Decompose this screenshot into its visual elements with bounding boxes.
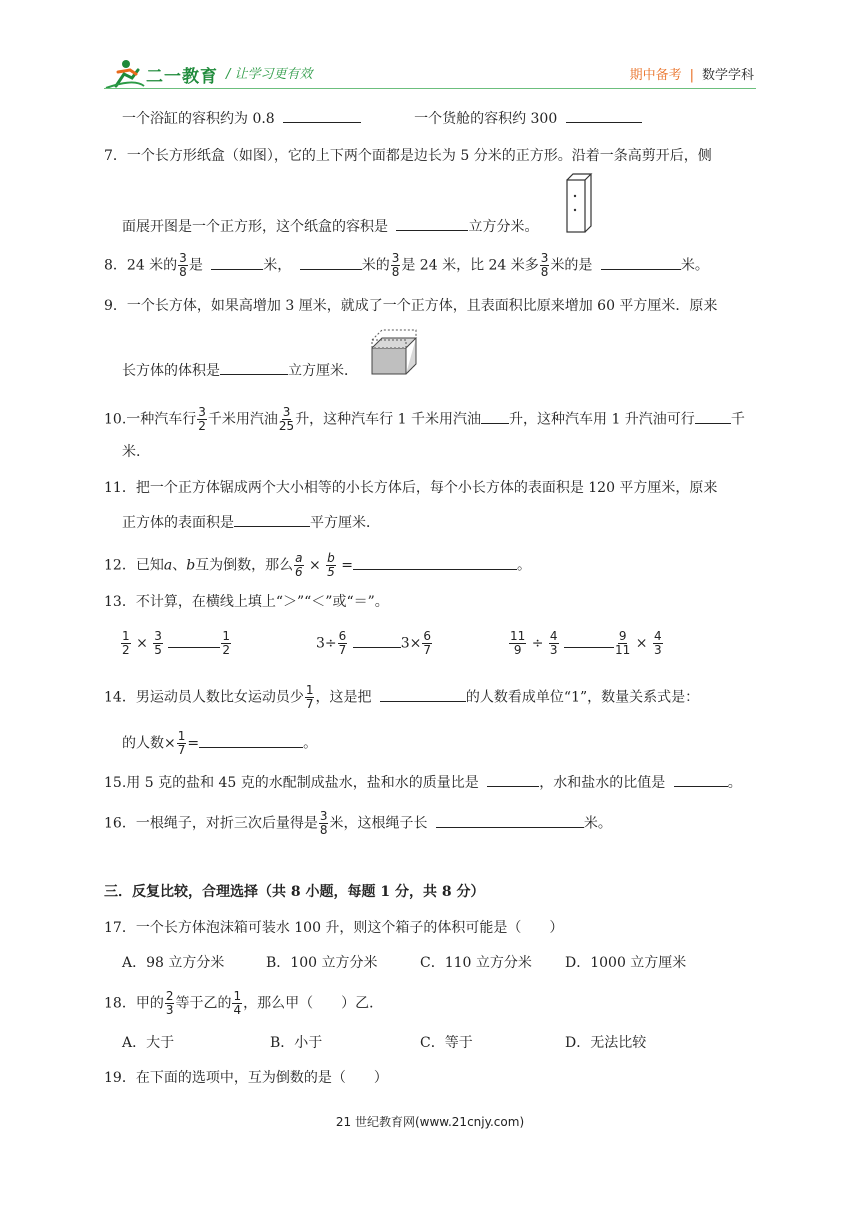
answer-blank[interactable] — [564, 633, 614, 648]
text: 平方厘米． — [310, 515, 380, 531]
answer-blank[interactable] — [601, 255, 681, 270]
answer-blank[interactable] — [211, 255, 263, 270]
text: ，这是把 — [315, 689, 372, 706]
question-8 — [104, 252, 709, 279]
answer-blank[interactable] — [283, 108, 361, 123]
option-18-a[interactable]: A．大于 — [122, 1035, 175, 1051]
text: 是 24 米，比 24 米多 — [401, 257, 539, 274]
text: 米。 — [583, 815, 612, 832]
answer-blank[interactable] — [168, 633, 220, 648]
text: 面展开图是一个正方形，这个纸盒的容积是 — [122, 219, 388, 235]
option-18-b[interactable]: B．小于 — [270, 1035, 323, 1051]
text: 互为倒数，那么 — [195, 557, 294, 574]
answer-blank[interactable] — [234, 512, 310, 527]
fraction: $\frac{4}{3}$ — [653, 629, 662, 657]
text: 立方分米。 — [468, 219, 539, 235]
text: 等于乙的 — [175, 995, 232, 1012]
answer-blank[interactable] — [695, 409, 731, 424]
text: 立方厘米． — [288, 363, 358, 379]
fraction: $\frac{b}{5}$ — [327, 551, 335, 579]
text: 3÷ — [316, 635, 337, 652]
fraction: $\frac{1}{2}$ — [122, 629, 130, 657]
option-17-a[interactable]: A．98 立方分米 — [122, 955, 225, 971]
compare-2 — [316, 630, 433, 657]
fraction: $\frac{3}{8}$ — [391, 251, 400, 279]
question-18 — [104, 990, 383, 1017]
fraction: $\frac{a}{6}$ — [295, 551, 303, 579]
text: 是 — [188, 257, 203, 274]
header-divider — [104, 88, 756, 89]
answer-blank[interactable] — [436, 813, 584, 828]
line-volumes — [122, 108, 642, 129]
compare-1 — [120, 630, 232, 657]
times-sign: × — [635, 635, 648, 652]
fraction: $\frac{1}{4}$ — [233, 989, 242, 1017]
question-10 — [104, 406, 745, 433]
fraction: $\frac{1}{7}$ — [177, 729, 186, 757]
text: 14．男运动员人数比女运动员少 — [104, 689, 304, 706]
text: 16．一根绳子，对折三次后量得是 — [104, 815, 318, 832]
text: 正方体的表面积是 — [122, 515, 234, 531]
option-17-b[interactable]: B．100 立方分米 — [266, 955, 378, 971]
option-18-c[interactable]: C．等于 — [420, 1035, 473, 1051]
slogan: / 让学习更有效 — [226, 67, 313, 82]
fraction: $\frac{3}{8}$ — [540, 251, 549, 279]
times-sign: × — [136, 635, 148, 652]
question-19 — [104, 1068, 388, 1088]
text: 米。 — [680, 257, 709, 274]
answer-blank[interactable] — [380, 687, 466, 702]
text: 的人数× — [122, 735, 176, 752]
question-11-cont — [122, 512, 380, 533]
text: 11．把一个正方体锯成两个大小相等的小长方体后，每个小长方体的表面积是 120 平方厘米，原来 — [104, 480, 718, 496]
answer-blank[interactable] — [353, 633, 401, 648]
text: 千 — [730, 411, 745, 428]
answer-blank[interactable] — [481, 409, 509, 424]
exam-tag: 期中备考 — [629, 68, 682, 83]
question-14 — [104, 684, 699, 711]
question-13 — [104, 592, 389, 612]
answer-blank[interactable] — [566, 108, 642, 123]
text: 9．一个长方体，如果高增加 3 厘米，就成了一个正方体，且表面积比原来增加 60 平方厘米．原来 — [104, 298, 718, 314]
text: 15.用 5 克的盐和 45 克的水配制成盐水，盐和水的质量比是 — [104, 775, 479, 791]
text: 12．已知 — [104, 557, 164, 574]
fraction: $\frac{1}{2}$ — [222, 629, 231, 657]
question-14-cont — [122, 730, 317, 757]
question-7 — [104, 146, 712, 166]
text: 米. — [122, 444, 141, 460]
answer-blank[interactable] — [487, 772, 539, 787]
fraction: $\frac{3}{2}$ — [198, 405, 206, 433]
text: 、 — [172, 557, 187, 574]
header-tags — [630, 64, 754, 83]
text: 8．24 米的 — [104, 257, 178, 274]
option-17-d[interactable]: D．1000 立方厘米 — [565, 955, 687, 971]
answer-blank[interactable] — [353, 555, 517, 570]
var-b: b — [186, 557, 196, 574]
text: 7．一个长方形纸盒（如图），它的上下两个面都是边长为 5 分米的正方形。沿着一条高剪开后，侧 — [104, 148, 712, 164]
text: 一个货舱的容积约 300 — [414, 111, 558, 127]
text: 一个浴缸的容积约为 0.8 — [122, 111, 275, 127]
fraction: $\frac{9}{11}$ — [615, 629, 631, 657]
answer-blank[interactable] — [220, 360, 288, 375]
fraction: $\frac{6}{7}$ — [423, 629, 432, 657]
text: 升，这种汽车用 1 升汽油可行 — [509, 411, 695, 428]
answer-blank[interactable] — [396, 216, 468, 231]
text: 长方体的体积是 — [122, 363, 220, 379]
fraction: $\frac{11}{9}$ — [510, 629, 526, 657]
answer-blank[interactable] — [199, 733, 303, 748]
tall-box-figure — [565, 172, 593, 234]
cuboid-figure — [370, 328, 420, 376]
question-17 — [104, 918, 563, 938]
option-18-d[interactable]: D．无法比较 — [565, 1035, 647, 1051]
text: 17．一个长方体泡沫箱可装水 100 升，则这个箱子的体积可能是（ ） — [104, 920, 564, 936]
text: 千米用汽油 — [207, 411, 278, 428]
question-7-cont — [122, 216, 538, 237]
equals-sign: = — [341, 557, 353, 574]
compare-3 — [508, 630, 664, 657]
question-15 — [104, 772, 742, 793]
fraction: $\frac{3}{8}$ — [179, 251, 187, 279]
section-3-heading — [104, 882, 484, 902]
question-9 — [104, 296, 717, 316]
fraction: $\frac{3}{5}$ — [154, 629, 162, 657]
fraction: $\frac{3}{25}$ — [278, 405, 295, 433]
question-12 — [104, 552, 531, 579]
question-16 — [104, 810, 612, 837]
question-11 — [104, 478, 717, 498]
text: 升，这种汽车行 1 千米用汽油 — [295, 411, 481, 428]
text: 的人数看成单位“1”，数量关系式是： — [465, 689, 700, 706]
page-footer: 21 世纪教育网(www.21cnjy.com) — [335, 1115, 525, 1129]
text: 米，这根绳子长 — [329, 815, 428, 832]
question-10-cont — [122, 442, 140, 462]
fraction: $\frac{2}{3}$ — [165, 989, 174, 1017]
text: 。 — [303, 735, 318, 752]
text: 。 — [516, 557, 531, 574]
header-separator: | — [689, 68, 694, 83]
divide-sign: ÷ — [531, 635, 544, 652]
text: 米， — [263, 257, 292, 274]
text: 三．反复比较，合理选择（共 8 小题，每题 1 分，共 8 分） — [104, 884, 485, 900]
text: 米的是 — [550, 257, 593, 274]
fraction: $\frac{6}{7}$ — [338, 629, 347, 657]
fraction: $\frac{1}{7}$ — [305, 683, 314, 711]
text: 13．不计算，在横线上填上“＞”“＜”或“＝”。 — [104, 594, 389, 610]
equals-sign: = — [187, 735, 200, 752]
fraction: $\frac{4}{3}$ — [549, 629, 558, 657]
option-17-c[interactable]: C．110 立方分米 — [420, 955, 532, 971]
var-a: a — [163, 557, 173, 574]
answer-blank[interactable] — [674, 772, 728, 787]
text: ，那么甲（ ）乙． — [243, 995, 384, 1012]
fraction: $\frac{3}{8}$ — [319, 809, 328, 837]
question-9-cont — [122, 360, 358, 381]
text: 10.一种汽车行 — [104, 411, 197, 428]
page-header — [0, 0, 860, 100]
subject-tag: 数学学科 — [701, 68, 754, 83]
logo-text: 二一教育 — [146, 67, 218, 87]
times-sign: × — [308, 557, 321, 574]
text: 18．甲的 — [104, 995, 164, 1012]
text: ，水和盐水的比值是 — [539, 775, 666, 791]
answer-blank[interactable] — [300, 255, 362, 270]
text: 。 — [727, 775, 742, 791]
text: 米的 — [361, 257, 390, 274]
text: 19．在下面的选项中，互为倒数的是（ ） — [104, 1070, 388, 1086]
text: 3× — [400, 635, 422, 652]
